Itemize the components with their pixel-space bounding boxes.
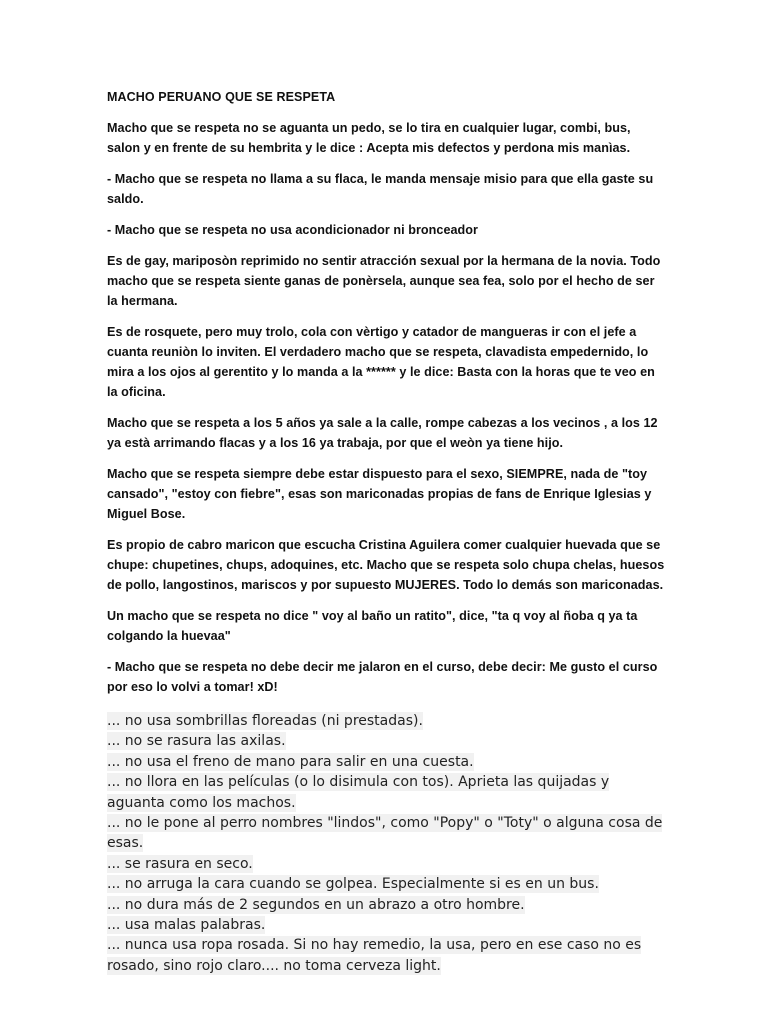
paragraph: - Macho que se respeta no llama a su flaca, le manda mensaje misio para que ella gaste su saldo.	[107, 172, 654, 206]
list-item-text: ... no usa el freno de mano para salir en una cuesta.	[107, 753, 474, 770]
list-item-text: ... no usa sombrillas floreadas (ni prestadas).	[107, 713, 423, 729]
list-item-text: ... no dura más de 2 segundos en un abrazo a otro hombre.	[107, 896, 525, 913]
paragraph: - Macho que se respeta no usa acondicionador ni bronceador	[107, 223, 478, 237]
paragraph: Es propio de cabro maricon que escucha Cristina Aguilera comer cualquier huevada que se chupe: chupetines, chups, adoquines, etc. Macho que se respeta solo chupa chelas, huesos de pollo, langostinos, mariscos y por supuesto MUJERES. Todo lo demás son mariconadas.	[107, 538, 665, 592]
list-item-text: ... no le pone al perro nombres "lindos", como "Popy" o "Toty" o alguna cosa de esas.	[107, 815, 663, 852]
paragraph: Macho que se respeta siempre debe estar dispuesto para el sexo, SIEMPRE, nada de "toy cansado", "estoy con fiebre", esas son mariconadas propias de fans de Enrique Iglesias y Miguel Bose.	[107, 467, 652, 521]
list-item-text: ... no se rasura las axilas.	[107, 733, 286, 750]
paragraph: Es de gay, mariposòn reprimido no sentir atracción sexual por la hermana de la novia. Todo macho que se respeta siente ganas de ponèrsela, aunque sea fea, solo por el hecho de ser la hermana.	[107, 254, 661, 308]
macho-list	[107, 711, 667, 976]
paragraph: Un macho que se respeta no dice " voy al baño un ratito", dice, "ta q voy al ñoba q ya ta colgando la huevaa"	[107, 609, 638, 643]
list-item-text: ... nunca usa ropa rosada. Si no hay remedio, la usa, pero en ese caso no es rosado, sino rojo claro.... no toma cerveza light.	[107, 937, 642, 974]
list-item	[107, 874, 667, 894]
document-title: MACHO PERUANO QUE SE RESPETA	[107, 90, 336, 104]
list-item	[107, 854, 667, 874]
list-item-text: ... se rasura en seco.	[107, 855, 253, 872]
paragraph: - Macho que se respeta no debe decir me jalaron en el curso, debe decir: Me gusto el curso por eso lo volvi a tomar! xD!	[107, 660, 658, 694]
list-item	[107, 731, 667, 751]
list-item-text: ... no llora en las películas (o lo disimula con tos). Aprieta las quijadas y aguanta como los machos.	[107, 774, 610, 811]
list-item	[107, 772, 667, 813]
list-item	[107, 752, 667, 772]
list-item	[107, 711, 667, 731]
paragraph: Macho que se respeta a los 5 años ya sale a la calle, rompe cabezas a los vecinos , a los 12 ya està arrimando flacas y a los 16 ya trabaja, por que el weòn ya tiene hijo.	[107, 416, 658, 450]
list-item-text: ... usa malas palabras.	[107, 917, 266, 934]
list-item	[107, 935, 667, 976]
list-item	[107, 915, 667, 935]
paragraph: Es de rosquete, pero muy trolo, cola con vèrtigo y catador de mangueras ir con el jefe a cuanta reuniòn lo inviten. El verdadero macho que se respeta, clavadista empedernido, lo mira a los ojos al gerentito y lo manda a la ****** y le dice: Basta con la horas que te veo en la oficina.	[107, 325, 655, 399]
list-item-text: ... no arruga la cara cuando se golpea. Especialmente si es en un bus.	[107, 876, 599, 893]
list-item	[107, 895, 667, 915]
document-body	[107, 90, 667, 976]
list-item	[107, 813, 667, 854]
paragraph: Macho que se respeta no se aguanta un pedo, se lo tira en cualquier lugar, combi, bus, salon y en frente de su hembrita y le dice : Acepta mis defectos y perdona mis manìas.	[107, 121, 631, 155]
